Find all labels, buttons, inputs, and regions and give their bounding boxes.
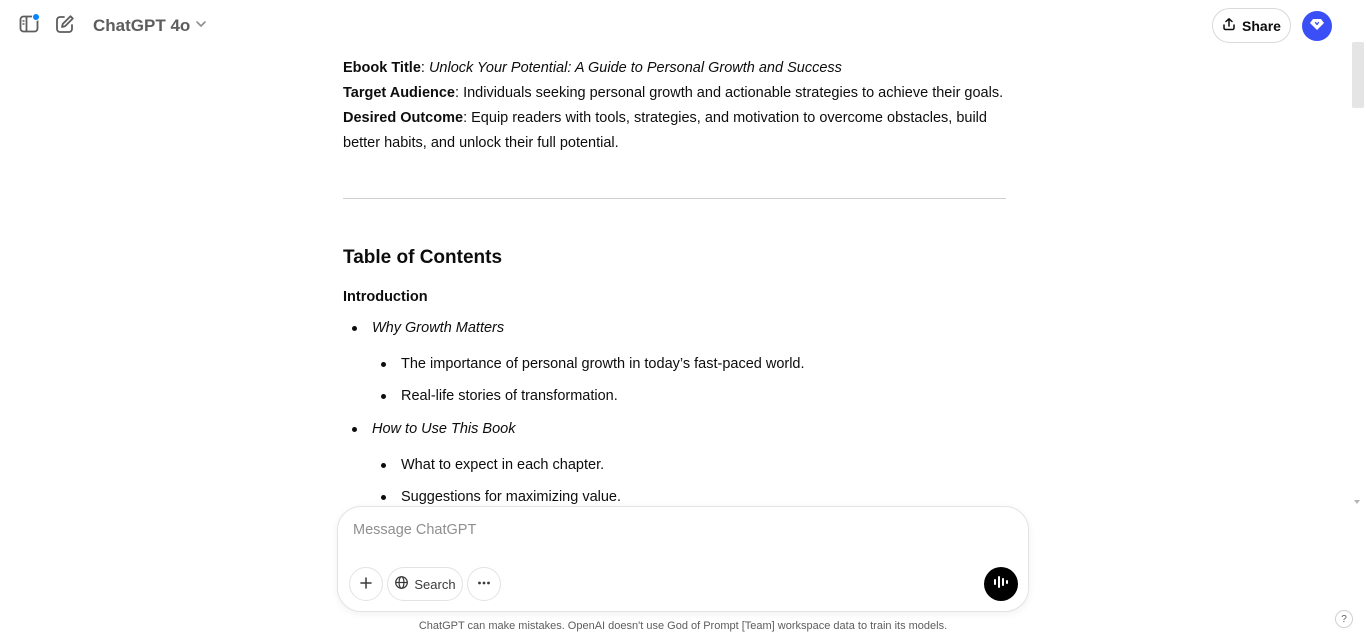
assistant-message bbox=[343, 56, 1007, 156]
ebook-title-value: Unlock Your Potential: A Guide to Personal Growth and Success bbox=[428, 60, 842, 76]
model-name: ChatGPT 4o bbox=[93, 16, 191, 35]
search-label: Search bbox=[414, 576, 456, 592]
scrollbar-thumb[interactable] bbox=[1352, 42, 1364, 108]
globe-icon bbox=[394, 575, 409, 593]
help-button[interactable]: ? bbox=[1335, 610, 1353, 628]
message-input[interactable] bbox=[353, 519, 993, 541]
outcome-value: Equip readers with tools, strategies, and motivation to overcome obstacles, build better habits, and unlock their full potential. bbox=[343, 110, 987, 151]
list-item: Suggestions for maximizing value. bbox=[401, 486, 621, 508]
divider bbox=[343, 198, 1006, 199]
chevron-down-icon bbox=[194, 16, 208, 36]
share-label: Share bbox=[1242, 17, 1281, 34]
more-options-button[interactable] bbox=[467, 567, 501, 601]
sidebar-toggle-button[interactable] bbox=[17, 14, 41, 38]
outcome-line: Desired Outcome: Equip readers with tools, strategies, and motivation to overcome obstacles, build better habits, and unlock their full potential. bbox=[343, 110, 987, 151]
disclaimer-note: ChatGPT can make mistakes. OpenAI doesn't use God of Prompt [Team] workspace data to train its models. bbox=[418, 620, 948, 632]
diamond-icon bbox=[1309, 16, 1325, 37]
list-item: The importance of personal growth in today’s fast-paced world. bbox=[401, 353, 805, 375]
more-dots-icon bbox=[476, 575, 492, 594]
list-item: What to expect in each chapter. bbox=[401, 454, 604, 476]
scroll-down-arrow-icon[interactable] bbox=[1354, 500, 1360, 504]
section-title: Introduction bbox=[343, 289, 428, 305]
list-item: Real-life stories of transformation. bbox=[401, 385, 618, 407]
top-header bbox=[0, 0, 1366, 52]
voice-wave-icon bbox=[992, 573, 1010, 596]
audience-line: Target Audience: Individuals seeking personal growth and actionable strategies to achieve their goals. bbox=[343, 85, 1004, 101]
search-button[interactable] bbox=[387, 567, 463, 601]
toc-heading: Table of Contents bbox=[343, 247, 503, 268]
voice-mode-button[interactable] bbox=[984, 567, 1018, 601]
list-item: How to Use This Book bbox=[372, 418, 515, 440]
message-composer bbox=[337, 506, 1029, 612]
new-chat-icon bbox=[54, 13, 76, 40]
notification-dot bbox=[32, 13, 40, 21]
share-button[interactable] bbox=[1212, 8, 1291, 43]
model-selector[interactable] bbox=[93, 14, 208, 38]
scrollbar[interactable] bbox=[1350, 40, 1366, 510]
ebook-title-label: Ebook Title bbox=[343, 60, 421, 76]
ebook-title-line: Ebook Title: Unlock Your Potential: A Guide to Personal Growth and Success bbox=[343, 60, 842, 76]
list-item: Why Growth Matters bbox=[372, 317, 504, 339]
share-upload-icon bbox=[1222, 17, 1236, 34]
avatar[interactable] bbox=[1302, 11, 1332, 41]
audience-value: Individuals seeking personal growth and actionable strategies to achieve their goals. bbox=[463, 85, 1004, 101]
plus-icon bbox=[359, 576, 373, 593]
attach-button[interactable] bbox=[349, 567, 383, 601]
audience-label: Target Audience bbox=[343, 85, 455, 101]
outcome-label: Desired Outcome bbox=[343, 110, 464, 126]
new-chat-button[interactable] bbox=[53, 14, 77, 38]
